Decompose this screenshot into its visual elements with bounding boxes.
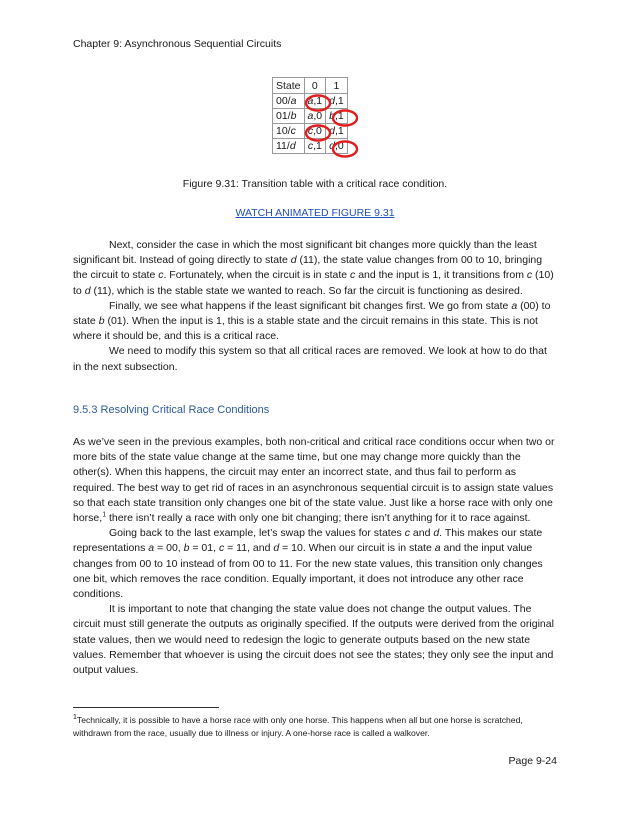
state-cell: 10/c	[273, 124, 305, 139]
next-state-cell: d,1	[326, 124, 348, 139]
stable-state-circle	[333, 142, 357, 157]
watch-animated-figure-link[interactable]: WATCH ANIMATED FIGURE 9.31	[235, 207, 395, 219]
next-state-cell: b,1	[326, 109, 348, 124]
figure-caption: Figure 9.31: Transition table with a critical race condition.	[182, 178, 448, 190]
state-cell: 01/b	[273, 109, 305, 124]
state-cell: 00/a	[273, 94, 305, 109]
paragraph: We need to modify this system so that all critical races are removed. We look at how to do that in the next subsection.	[73, 345, 547, 373]
state-column-header: State	[273, 78, 305, 94]
input-0-column-header: 0	[304, 78, 326, 94]
next-state-cell: a,1	[304, 94, 326, 109]
input-1-column-header: 1	[326, 78, 348, 94]
paragraph: Finally, we see what happens if the least significant bit changes first. We go from state a (00) to state b (01). When the input is 1, this is a stable state and the circuit remains in this state. This is not where it should be, and this is a critical race.	[73, 299, 551, 343]
next-state-cell: a,0	[304, 109, 326, 124]
paragraph: Going back to the last example, let’s swap the values for states c and d. This makes our state representations a = 00, b = 01, c = 11, and d = 10. When our circuit is in state a and the input value changes from 00 to 10 instead of from 00 to 11. For the new state values, this transition only changes one bit, which removes the race condition. Equally important, it does not introduce any other race conditions.	[73, 527, 543, 601]
section-heading: 9.5.3 Resolving Critical Race Conditions	[73, 404, 270, 416]
stable-state-circle	[333, 111, 357, 126]
chapter-header: Chapter 9: Asynchronous Sequential Circuits	[73, 38, 282, 50]
footnote: $^1$Technically, it is possible to have a horse race with only one horse. This happens when all but one horse is scratched, withdrawn from the race, usually due to illness or injury. A one-horse race is called a walkover.	[73, 714, 523, 738]
page-number: Page 9-24	[508, 755, 557, 767]
paragraph: Next, consider the case in which the most significant bit changes more quickly than the least significant bit. Instead of going directly to state d (11), the state value changes from 00 to 10, bringing the circuit to state c. Fortunately, when the circuit is in state c and the input is 1, it transitions from c (10) to d (11), which is the stable state we wanted to reach. So far the circuit is functioning as desired.	[73, 239, 554, 297]
next-state-cell: c,1	[304, 139, 326, 154]
paragraph: It is important to note that changing the state value does not change the output values. The circuit must still generate the outputs as originally specified. If the outputs were derived from the original state values, then we would need to redesign the logic to generate outputs based on the new state values. Remember that whoever is using the circuit does not see the states; they only see the input and output values.	[73, 603, 554, 677]
footnote-divider	[73, 707, 219, 708]
stable-state-circles	[272, 77, 362, 159]
transition-table	[272, 77, 362, 159]
paragraph: As we’ve seen in the previous examples, both non-critical and critical race conditions occur when two or more bits of the state value change at the same time, but one may change more quickly than the other(s). When this happens, the circuit may enter an incorrect state, and thus fail to perform as required. The best way to get rid of races in an asynchronous sequential circuit is to assign state values so that each state transition only changes one bit of the state value. Just like a horse race with only one horse,$^1$ there isn’t really a race with only one bit changing; there isn’t anything for it to race against.	[73, 436, 555, 525]
body-text-top	[73, 238, 557, 375]
next-state-cell: d,0	[326, 139, 348, 154]
next-state-cell: d,1	[326, 94, 348, 109]
stable-state-circle	[306, 96, 330, 111]
state-cell: 11/d	[273, 139, 305, 154]
body-text-bottom	[73, 435, 557, 678]
stable-state-circle	[306, 126, 330, 141]
next-state-cell: c,0	[304, 124, 326, 139]
footnote-ref: 1	[102, 511, 107, 519]
